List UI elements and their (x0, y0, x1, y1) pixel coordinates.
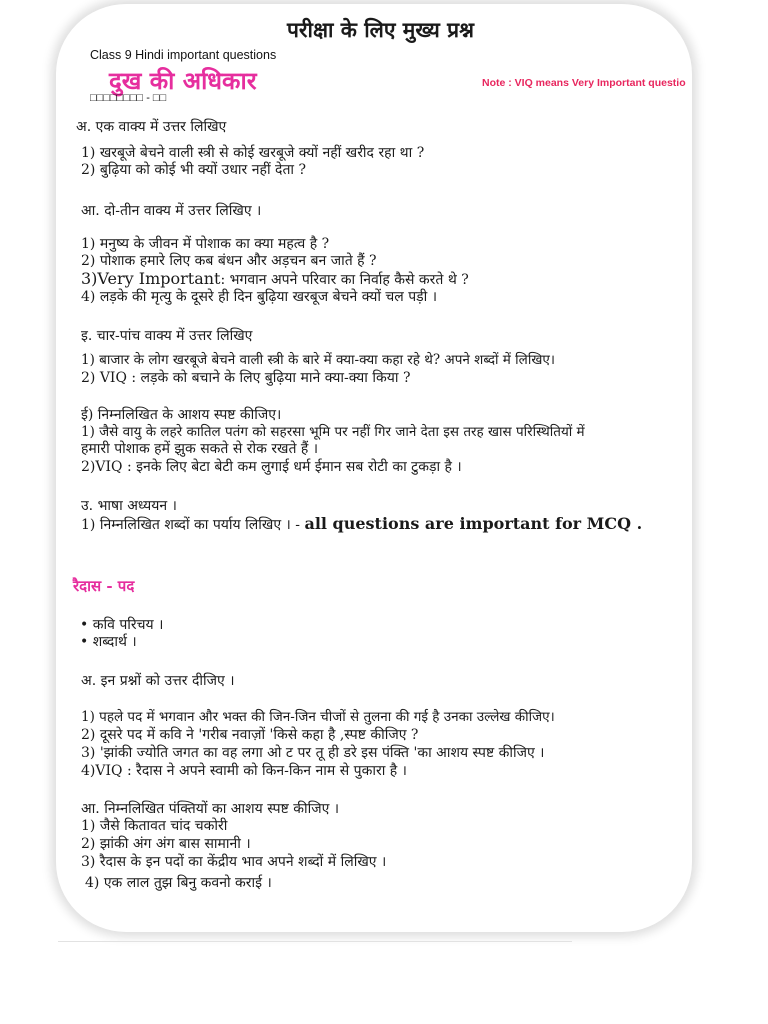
question-continued: हमारी पोशाक हमें झुक सकते से रोक रखते हैं । (81, 441, 319, 457)
section-a-heading: अ. इन प्रश्नों को उत्तर दीजिए । (81, 673, 235, 689)
bullet-item: • कवि परिचय । (80, 617, 164, 633)
question: 1) खरबूजे बेचने वाली स्त्री से कोई खरबूजे क्यों नहीं खरीद रहा था ? (81, 145, 425, 161)
garbled-text: □□□□□□□□ - □□ (90, 92, 167, 104)
section-a-heading: अ. एक वाक्य में उत्तर लिखिए (76, 119, 227, 135)
question: 1) पहले पद में भगवान और भक्त की जिन-जिन चीजों से तुलना की गई है उनका उल्लेख कीजिए। (81, 709, 555, 725)
mcq-emphasis: all questions are important for MCQ . (304, 514, 643, 533)
section-ii-heading: ई) निम्नलिखित के आशय स्पष्ट कीजिए। (81, 407, 282, 423)
question: 2) दूसरे पद में कवि ने 'गरीब नवाज़ों 'किसे कहा है ,स्पष्ट कीजिए ? (81, 727, 419, 743)
section-i-heading: इ. चार-पांच वाक्य में उत्तर लिखिए (81, 328, 253, 344)
question-very-important (81, 270, 469, 289)
page-heading: परीक्षा के लिए मुख्य प्रश्न (287, 17, 474, 42)
question-mcq (81, 515, 642, 534)
question: 3) रैदास के इन पदों का केंद्रीय भाव अपने शब्दों में लिखिए । (81, 854, 387, 870)
question: 4) लड़के की मृत्यु के दूसरे ही दिन बुढ़िया खरबूज बेचने क्यों चल पड़ी । (81, 289, 438, 305)
page-subtitle: Class 9 Hindi important questions (90, 48, 277, 62)
question: 1) मनुष्य के जीवन में पोशाक का क्या महत्व है ? (81, 236, 330, 252)
section-aa-heading: आ. दो-तीन वाक्य में उत्तर लिखिए । (81, 203, 262, 219)
chapter-2-title: रैदास - पद (73, 577, 135, 595)
very-important-label: 3)Very Important (81, 269, 221, 288)
viq-note: Note : VIQ means Very Important questio (482, 77, 686, 89)
question: 2) पोशाक हमारे लिए कब बंधन और अड़चन बन जाते हैं ? (81, 253, 377, 269)
question: 1) जैसे वायु के लहरे कातिल पतंग को सहरसा भूमि पर नहीं गिर जाने देता इस तरह खास परिस्थितियों में (81, 424, 585, 440)
question: 3) 'झांकी ज्योति जगत का वह लगा ओ ट पर तू ही डरे इस पंक्ति 'का आशय स्पष्ट कीजिए । (81, 745, 545, 761)
question-viq: 2)VIQ : इनके लिए बेटा बेटी कम लुगाई धर्म ईमान सब रोटी का टुकड़ा है । (81, 459, 462, 475)
question: 1) बाजार के लोग खरबूजे बेचने वाली स्त्री के बारे में क्या-क्या कहा रहे थे? अपने शब्दों में लिखिए। (81, 352, 555, 368)
bottom-divider (58, 941, 572, 942)
section-u-heading: उ. भाषा अध्ययन । (81, 498, 177, 514)
bullet-item: • शब्दार्थ । (80, 634, 137, 650)
question: 2) बुढ़िया को कोई भी क्यों उधार नहीं देता ? (81, 162, 307, 178)
question-viq: 2) VIQ : लड़के को बचाने के लिए बुढ़िया माने क्या-क्या किया ? (81, 370, 411, 386)
question: 2) झांकी अंग अंग बास सामानी । (81, 836, 251, 852)
question-text: : भगवान अपने परिवार का निर्वाह कैसे करते थे ? (220, 272, 469, 288)
question-viq: 4)VIQ : रैदास ने अपने स्वामी को किन-किन नाम से पुकारा है । (81, 763, 407, 779)
question: 4) एक लाल तुझ बिनु कवनो कराई । (85, 875, 272, 891)
section-aa-heading: आ. निम्नलिखित पंक्तियों का आशय स्पष्ट कीजिए । (81, 801, 340, 817)
chapter-1-title: दुख की अधिकार (109, 66, 257, 95)
question: 1) जैसे कितावत चांद चकोरी (81, 818, 228, 834)
question-text: 1) निम्नलिखित शब्दों का पर्याय लिखिए । - (81, 517, 305, 533)
